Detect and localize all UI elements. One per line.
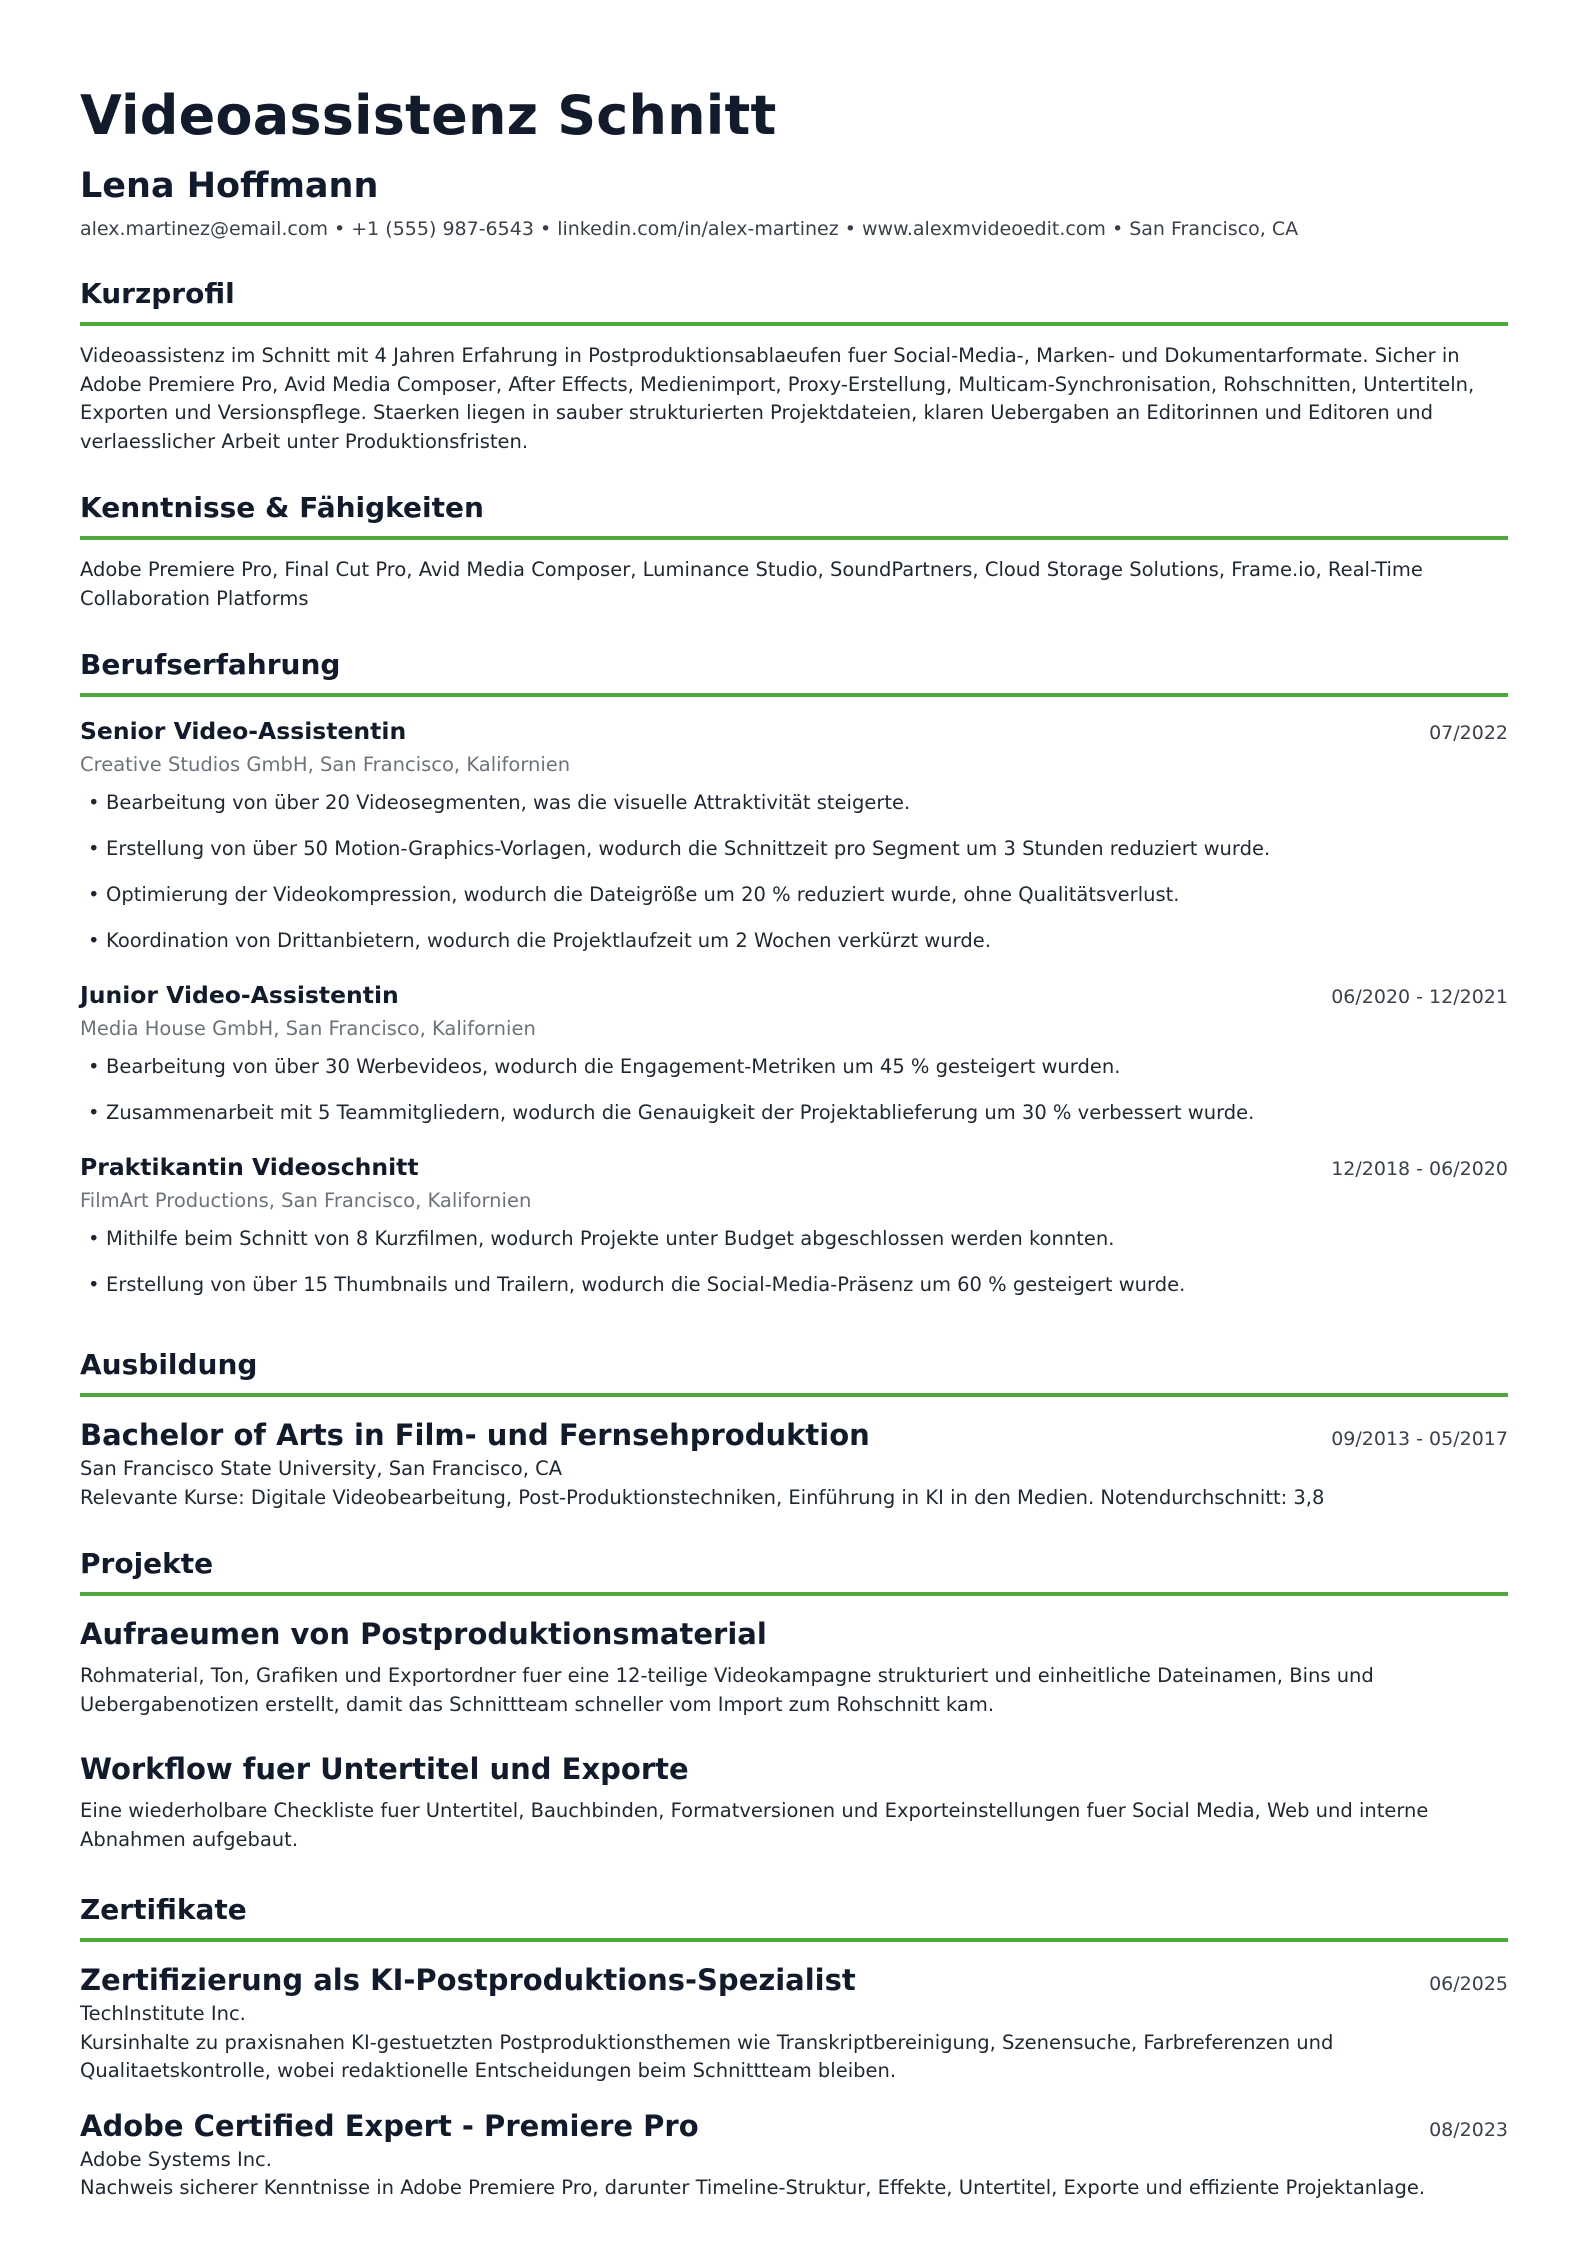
certificate-description: Kursinhalte zu praxisnahen KI-gestuetzten Postproduktionsthemen wie Transkriptbereinigung, Szenensuche, Farbreferenzen und Qualitaetskontrolle, wobei redaktionelle Entscheidungen beim Schnittteam bleiben. bbox=[80, 2030, 1334, 2082]
job-company: Media House GmbH, San Francisco, Kalifornien bbox=[80, 1017, 536, 1040]
bullet-item bbox=[80, 1225, 1508, 1253]
certificate-date: 08/2023 bbox=[1429, 2118, 1508, 2141]
certificate-header bbox=[80, 1960, 1508, 2000]
job-bullets bbox=[80, 1053, 1508, 1127]
job-date: 07/2022 bbox=[1429, 722, 1508, 744]
certificate-header bbox=[80, 2106, 1508, 2146]
bullet-icon: • bbox=[88, 791, 100, 814]
job-entry bbox=[80, 979, 1508, 1127]
section-heading-projects: Projekte bbox=[80, 1546, 1508, 1596]
bullet-text: Bearbeitung von über 30 Werbevideos, wodurch die Engagement-Metriken um 45 % gesteigert wurden. bbox=[106, 1055, 1121, 1078]
job-entry bbox=[80, 1151, 1508, 1299]
section-heading-profile: Kurzprofil bbox=[80, 276, 1508, 326]
section-heading-education: Ausbildung bbox=[80, 1347, 1508, 1397]
job-header bbox=[80, 979, 1508, 1011]
bullet-text: Bearbeitung von über 20 Videosegmenten, was die visuelle Attraktivität steigerte. bbox=[106, 791, 911, 814]
project-description: Rohmaterial, Ton, Grafiken und Exportordner fuer eine 12-teilige Videokampagne strukturiert und einheitliche Dateinamen, Bins und Uebergabenotizen erstellt, damit das Schnittteam schneller vom Import zum Rohschnitt kam. bbox=[80, 1664, 1374, 1716]
job-header bbox=[80, 715, 1508, 747]
certificate-date: 06/2025 bbox=[1429, 1973, 1508, 1995]
certificates-section bbox=[80, 1892, 1508, 2203]
document-title: Videoassistenz Schnitt bbox=[80, 84, 777, 147]
bullet-icon: • bbox=[88, 1055, 100, 1078]
certificate-title: Adobe Certified Expert - Premiere Pro bbox=[80, 2108, 699, 2143]
experience-section bbox=[80, 647, 1508, 1299]
profile-text: Videoassistenz im Schnitt mit 4 Jahren Erfahrung in Postproduktionsablaeufen fuer Social-Media-, Marken- und Dokumentarformate. Sicher in Adobe Premiere Pro, Avid Media Composer, After Effects, Medienimport, Proxy-Erstellung, Multicam-Synchronisation, Rohschnitten, Untertiteln, Exporten und Versionspflege. Staerken liegen in sauber strukturierten Projektdateien, klaren Uebergaben an Editorinnen und Editoren und verlaesslicher Arbeit unter Produktionsfristen. bbox=[80, 344, 1475, 453]
job-header bbox=[80, 1151, 1508, 1183]
project-entry bbox=[80, 1614, 1508, 1719]
education-date: 09/2013 - 05/2017 bbox=[1331, 1428, 1508, 1450]
bullet-item bbox=[80, 881, 1508, 909]
certificate-issuer: TechInstitute Inc. bbox=[80, 2002, 246, 2025]
skills-section bbox=[80, 490, 1508, 613]
bullet-text: Optimierung der Videokompression, wodurch die Dateigröße um 20 % reduziert wurde, ohne Qualitätsverlust. bbox=[106, 883, 1180, 906]
projects-section bbox=[80, 1546, 1508, 1854]
job-bullets bbox=[80, 1225, 1508, 1299]
education-section bbox=[80, 1347, 1508, 1512]
candidate-name: Lena Hoffmann bbox=[80, 166, 379, 206]
bullet-text: Mithilfe beim Schnitt von 8 Kurzfilmen, wodurch Projekte unter Budget abgeschlossen werden konnten. bbox=[106, 1227, 1115, 1250]
bullet-icon: • bbox=[88, 837, 100, 860]
certificate-description: Nachweis sicherer Kenntnisse in Adobe Premiere Pro, darunter Timeline-Struktur, Effekte, Untertitel, Exporte und effiziente Projektanlage. bbox=[80, 2176, 1426, 2199]
job-date: 12/2018 - 06/2020 bbox=[1331, 1158, 1508, 1180]
education-header bbox=[80, 1415, 1508, 1455]
degree-title: Bachelor of Arts in Film- und Fernsehproduktion bbox=[80, 1418, 870, 1452]
bullet-icon: • bbox=[88, 1101, 100, 1124]
contact-line: alex.martinez@email.com • +1 (555) 987-6543 • linkedin.com/in/alex-martinez • www.alexmvideoedit.com • San Francisco, CA bbox=[80, 218, 1299, 240]
section-heading-experience: Berufserfahrung bbox=[80, 647, 1508, 697]
project-title: Aufraeumen von Postproduktionsmaterial bbox=[80, 1617, 767, 1651]
bullet-icon: • bbox=[88, 929, 100, 952]
certificate-title: Zertifizierung als KI-Postproduktions-Spezialist bbox=[80, 1963, 856, 1997]
bullet-icon: • bbox=[88, 883, 100, 906]
certificate-entry bbox=[80, 2106, 1508, 2203]
job-bullets bbox=[80, 789, 1508, 955]
bullet-item bbox=[80, 1271, 1508, 1299]
section-heading-certificates: Zertifikate bbox=[80, 1892, 1508, 1942]
job-title: Praktikantin Videoschnitt bbox=[80, 1153, 419, 1181]
profile-section bbox=[80, 276, 1508, 456]
bullet-text: Koordination von Drittanbietern, wodurch die Projektlaufzeit um 2 Wochen verkürzt wurde. bbox=[106, 929, 991, 952]
bullet-item bbox=[80, 927, 1508, 955]
job-title: Junior Video-Assistentin bbox=[80, 981, 399, 1009]
bullet-item bbox=[80, 835, 1508, 863]
job-company: FilmArt Productions, San Francisco, Kalifornien bbox=[80, 1189, 532, 1212]
bullet-icon: • bbox=[88, 1227, 100, 1250]
certificate-entry bbox=[80, 1960, 1508, 2086]
school-name: San Francisco State University, San Francisco, CA bbox=[80, 1457, 563, 1480]
job-title: Senior Video-Assistentin bbox=[80, 717, 407, 745]
certificate-issuer: Adobe Systems Inc. bbox=[80, 2147, 272, 2171]
bullet-text: Zusammenarbeit mit 5 Teammitgliedern, wodurch die Genauigkeit der Projektablieferung um 30 % verbessert wurde. bbox=[106, 1101, 1255, 1124]
job-company: Creative Studios GmbH, San Francisco, Kalifornien bbox=[80, 753, 571, 776]
job-date: 06/2020 - 12/2021 bbox=[1331, 986, 1508, 1008]
bullet-item bbox=[80, 789, 1508, 817]
education-details: Relevante Kurse: Digitale Videobearbeitung, Post-Produktionstechniken, Einführung in KI in den Medien. Notendurchschnitt: 3,8 bbox=[80, 1485, 1325, 1509]
bullet-text: Erstellung von über 50 Motion-Graphics-Vorlagen, wodurch die Schnittzeit pro Segment um 3 Stunden reduziert wurde. bbox=[106, 837, 1271, 860]
project-entry bbox=[80, 1749, 1508, 1854]
project-title: Workflow fuer Untertitel und Exporte bbox=[80, 1752, 689, 1786]
bullet-item bbox=[80, 1099, 1508, 1127]
skills-text: Adobe Premiere Pro, Final Cut Pro, Avid Media Composer, Luminance Studio, SoundPartners, Cloud Storage Solutions, Frame.io, Real-Time Collaboration Platforms bbox=[80, 558, 1423, 610]
job-entry bbox=[80, 715, 1508, 955]
bullet-icon: • bbox=[88, 1273, 100, 1296]
bullet-text: Erstellung von über 15 Thumbnails und Trailern, wodurch die Social-Media-Präsenz um 60 % gesteigert wurde. bbox=[106, 1273, 1186, 1296]
section-heading-skills: Kenntnisse & Fähigkeiten bbox=[80, 490, 1508, 540]
project-description: Eine wiederholbare Checkliste fuer Untertitel, Bauchbinden, Formatversionen und Exporteinstellungen fuer Social Media, Web und interne Abnahmen aufgebaut. bbox=[80, 1799, 1429, 1851]
bullet-item bbox=[80, 1053, 1508, 1081]
